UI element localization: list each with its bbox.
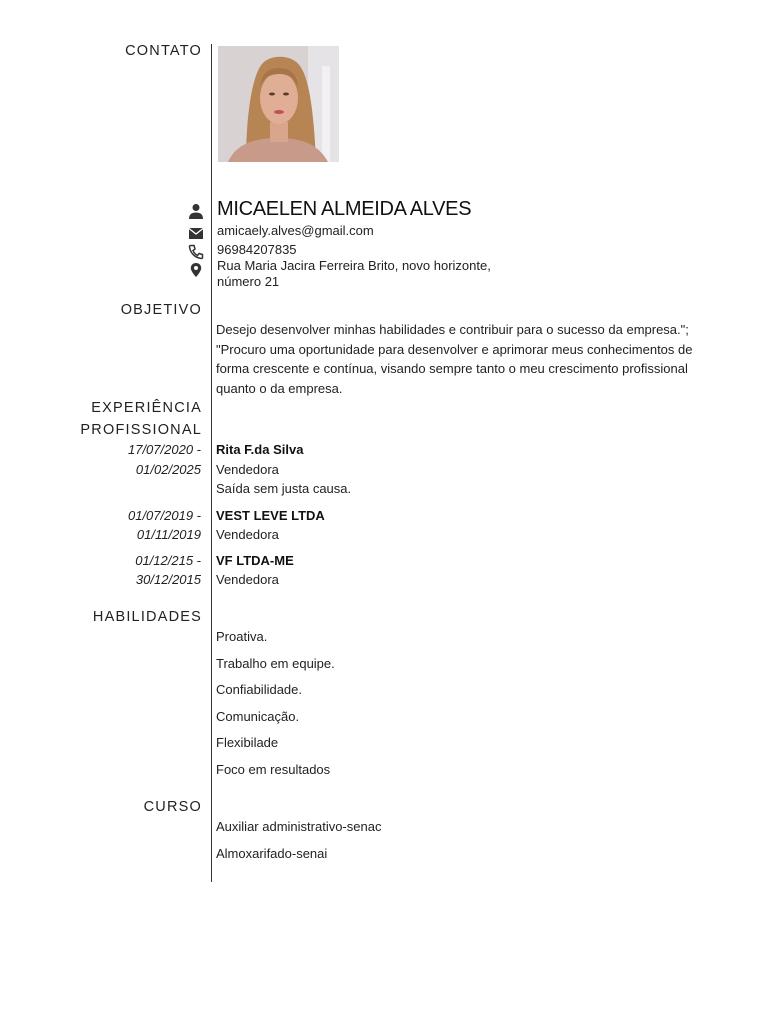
course-item: Almoxarifado-senai — [216, 846, 328, 861]
job-employer: VF LTDA-ME — [216, 553, 294, 568]
address-line-2: número 21 — [217, 274, 280, 289]
objetivo-text: Desejo desenvolver minhas habilidades e contribuir para o sucesso da empresa."; "Procuro uma oportunidade para desenvolver e aprimorar meus conhecimentos de forma crescente e contínua, visando sempre tanto o meu crescimento profissional quanto o da empresa. — [216, 322, 693, 396]
profile-photo-image — [218, 46, 339, 162]
profile-photo — [218, 46, 339, 162]
phone-text: 96984207835 — [217, 242, 297, 257]
job-end-date: 30/12/2015 — [135, 572, 201, 587]
section-title-contato: CONTATO — [125, 43, 202, 59]
job-start-date: 01/12/215 - — [135, 553, 201, 568]
job-start-date: 17/07/2020 - — [127, 442, 201, 457]
address-line-1: Rua Maria Jacira Ferreira Brito, novo horizonte, — [217, 258, 491, 273]
skill-item: Confiabilidade. — [216, 682, 303, 697]
skill-item: Trabalho em equipe. — [216, 656, 335, 671]
phone-icon — [188, 244, 204, 260]
job-employer: VEST LEVE LTDA — [216, 508, 325, 523]
job-end-date: 01/11/2019 — [136, 527, 201, 542]
job-role: Vendedora — [216, 462, 279, 477]
section-title-experiencia-line1: EXPERIÊNCIA — [91, 400, 202, 416]
job-role: Vendedora — [216, 572, 279, 587]
job-end-date: 01/02/2025 — [135, 462, 201, 477]
skill-item: Comunicação. — [216, 709, 300, 724]
section-title-objetivo: OBJETIVO — [120, 302, 202, 318]
candidate-name: MICAELEN ALMEIDA ALVES — [217, 198, 472, 220]
section-title-curso: CURSO — [143, 799, 202, 815]
person-icon — [188, 203, 204, 219]
skill-item: Proativa. — [216, 629, 268, 644]
email-text: amicaely.alves@gmail.com — [217, 223, 374, 238]
skill-item: Foco em resultados — [216, 762, 331, 777]
job-employer: Rita F.da Silva — [216, 442, 304, 457]
course-item: Auxiliar administrativo-senac — [216, 819, 382, 834]
section-title-experiencia-line2: PROFISSIONAL — [80, 422, 202, 438]
location-pin-icon — [188, 262, 204, 278]
job-role: Vendedora — [216, 527, 279, 542]
divider-line — [211, 44, 212, 882]
job-start-date: 01/07/2019 - — [127, 508, 201, 523]
job-note: Saída sem justa causa. — [216, 481, 352, 496]
section-title-habilidades: HABILIDADES — [92, 609, 202, 625]
skill-item: Flexibilade — [216, 735, 279, 750]
envelope-icon — [188, 225, 204, 241]
